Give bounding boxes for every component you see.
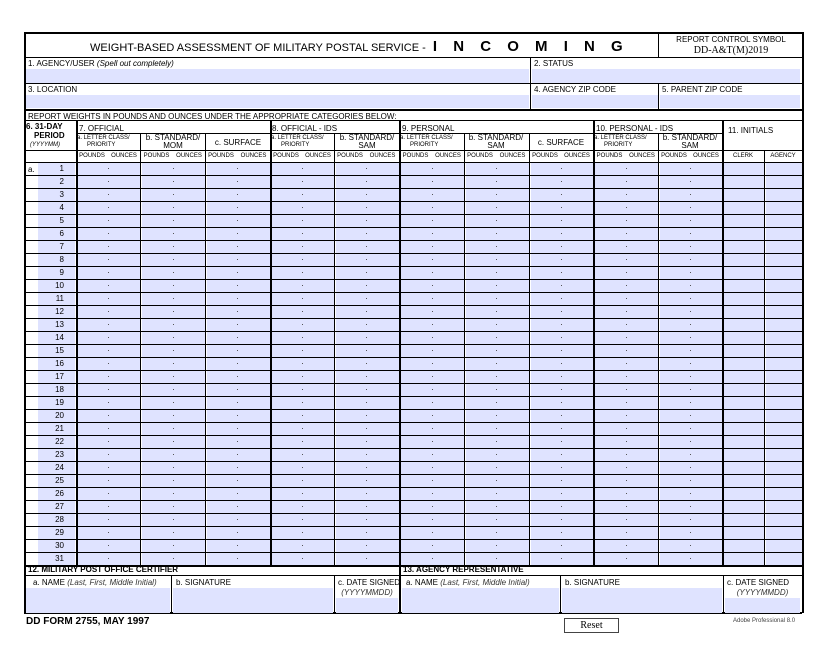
pounds-header: POUNDS [208, 153, 234, 159]
official-surface-sub: c. SURFACE [214, 138, 262, 147]
row-number: 17 [55, 372, 64, 381]
row-number: 7 [59, 242, 64, 251]
group-divider [722, 120, 724, 565]
pounds-header: POUNDS [596, 153, 623, 159]
personal-ids-standard-sub: b. STANDARD/ SAM [662, 133, 718, 150]
form-number: DD FORM 2755, MAY 1997 [26, 616, 150, 627]
row-line [24, 201, 802, 202]
group-divider [270, 120, 272, 565]
row1-bottom [24, 83, 802, 84]
pounds-header: POUNDS [661, 153, 687, 159]
row-line [24, 292, 802, 293]
row-line [24, 305, 802, 306]
official-ids-standard-sub: b. STANDARD/ SAM [339, 133, 395, 150]
row-number: 11 [55, 294, 64, 303]
row-line [24, 552, 802, 553]
reset-button[interactable]: Reset [564, 618, 619, 633]
row-number: 31 [55, 554, 64, 563]
title-bottom [24, 57, 802, 58]
row-line [24, 318, 802, 319]
period-label-2: PERIOD [34, 131, 65, 140]
row-line [24, 370, 802, 371]
control-symbol-label: REPORT CONTROL SYMBOL [676, 35, 786, 44]
certifier-sig-divider [171, 575, 172, 612]
group-official-label: 7. OFFICIAL [79, 124, 124, 133]
row-number: 21 [55, 424, 64, 433]
certifier-date-field[interactable] [336, 598, 398, 613]
form-title-emphasis: I N C O M I N G [432, 38, 629, 55]
certifier-date-label: c. DATE SIGNED [338, 578, 401, 587]
row-line [24, 175, 802, 176]
representative-name-label: a. NAME (Last, First, Middle Initial) [406, 578, 530, 587]
row-number: 27 [55, 502, 64, 511]
ounces-header: OUNCES [564, 153, 590, 159]
row-line [24, 253, 802, 254]
instructions-bottom [24, 120, 802, 121]
period-format: (YYYYMM) [30, 142, 60, 148]
representative-name-field[interactable] [402, 588, 559, 613]
personal-ids-letter-sub: a. LETTER CLASS/ PRIORITY [594, 135, 647, 148]
zip-divider [658, 83, 659, 109]
row-number: 2 [59, 177, 64, 186]
control-symbol-value: DD-A&T(M)2019 [693, 45, 769, 56]
representative-section-label: 13. AGENCY REPRESENTATIVE [403, 565, 524, 574]
frame-right [802, 32, 804, 613]
personal-standard-sub: b. STANDARD/ SAM [468, 133, 524, 150]
ounces-header: OUNCES [629, 153, 655, 159]
ounces-header: OUNCES [305, 153, 331, 159]
row-line [24, 344, 802, 345]
ounces-header: OUNCES [240, 153, 267, 159]
location-label: 3. LOCATION [28, 85, 78, 94]
agency-header: AGENCY [770, 153, 796, 159]
ounces-header: OUNCES [499, 153, 526, 159]
row-number: 9 [59, 268, 64, 277]
row-number: 16 [55, 359, 64, 368]
personal-letter-sub: a. LETTER CLASS/ PRIORITY [400, 135, 453, 148]
row-number: 26 [55, 489, 64, 498]
pounds-header: POUNDS [467, 153, 493, 159]
row-number: 4 [59, 203, 64, 212]
row-number: 3 [59, 190, 64, 199]
row-line [24, 500, 802, 501]
personal-surface-sub: c. SURFACE [537, 138, 585, 147]
row-number: 29 [55, 528, 64, 537]
row-number: 13 [55, 320, 64, 329]
representative-date-hint: (YYYYMMDD) [736, 588, 789, 597]
representative-date-label: c. DATE SIGNED [727, 578, 790, 587]
group-divider [593, 120, 595, 565]
clerk-header: CLERK [732, 153, 753, 159]
row-line [24, 240, 802, 241]
row-line [24, 396, 802, 397]
row-number: 24 [55, 463, 64, 472]
row-line [24, 513, 802, 514]
row-number: 15 [55, 346, 64, 355]
group-initials-label: 11. INITIALS [728, 126, 774, 135]
row-number: 10 [55, 281, 64, 290]
group-personal-ids-label: 10. PERSONAL - IDS [596, 124, 674, 133]
row-number: 18 [55, 385, 64, 394]
frame-top [24, 32, 802, 34]
certifier-date-hint: (YYYYMMDD) [341, 588, 393, 597]
row-line [24, 331, 802, 332]
row-number: 25 [55, 476, 64, 485]
representative-date-field[interactable] [725, 598, 800, 613]
certifier-date-divider [334, 575, 335, 612]
period-row-prefix: a. [28, 165, 35, 174]
row-line [24, 279, 802, 280]
representative-signature-label: b. SIGNATURE [565, 578, 620, 587]
certifier-name-label: a. NAME (Last, First, Middle Initial) [33, 578, 157, 587]
certifier-name-field[interactable] [26, 588, 170, 613]
rep-date-divider [723, 575, 724, 612]
row-line [24, 214, 802, 215]
row-line [24, 539, 802, 540]
row-line [24, 435, 802, 436]
row-number: 23 [55, 450, 64, 459]
official-standard-sub: b. STANDARD/ MOM [145, 133, 201, 150]
row-number: 14 [55, 333, 64, 342]
row-line [24, 188, 802, 189]
ounces-header: OUNCES [693, 153, 719, 159]
form-title-prefix: WEIGHT-BASED ASSESSMENT OF MILITARY POSTAL SERVICE - [90, 42, 426, 54]
header-bottom [24, 109, 802, 111]
row-number: 12 [55, 307, 64, 316]
row-line [24, 448, 802, 449]
row-line [24, 227, 802, 228]
certifier-signature-label: b. SIGNATURE [176, 578, 231, 587]
period-label: 6. 31-DAY [26, 122, 63, 131]
row-line [24, 266, 802, 267]
row-line [24, 487, 802, 488]
row-line [24, 357, 802, 358]
rep-sig-divider [560, 575, 561, 612]
row-number: 1 [59, 164, 64, 173]
row-number: 28 [55, 515, 64, 524]
row-line [24, 383, 802, 384]
ounces-header: OUNCES [435, 153, 461, 159]
representative-signature-field[interactable] [562, 588, 722, 613]
pounds-header: POUNDS [402, 153, 429, 159]
software-label: Adobe Professional 8.0 [733, 618, 796, 624]
row-number: 20 [55, 411, 64, 420]
instructions-text: REPORT WEIGHTS IN POUNDS AND OUNCES UNDER THE APPROPRIATE CATEGORIES BELOW: [28, 112, 397, 121]
official-letter-sub: a. LETTER CLASS/ PRIORITY [77, 135, 130, 148]
row-line [24, 474, 802, 475]
group-divider [76, 120, 78, 565]
row-line [24, 409, 802, 410]
agency-zip-label: 4. AGENCY ZIP CODE [534, 85, 616, 94]
pounds-header: POUNDS [79, 153, 105, 159]
pounds-header: POUNDS [532, 153, 558, 159]
ounces-header: OUNCES [111, 153, 137, 159]
certifier-signature-field[interactable] [173, 588, 333, 613]
row-number: 30 [55, 541, 64, 550]
row-number: 22 [55, 437, 64, 446]
ounces-header: OUNCES [176, 153, 202, 159]
row-line [24, 461, 802, 462]
parent-zip-label: 5. PARENT ZIP CODE [662, 85, 743, 94]
pounds-header: POUNDS [273, 153, 299, 159]
group-personal-label: 9. PERSONAL [402, 124, 455, 133]
row-line [24, 526, 802, 527]
agency-user-label: 1. AGENCY/USER (Spell out completely) [28, 59, 174, 68]
row-number: 8 [59, 255, 64, 264]
row-number: 6 [59, 229, 64, 238]
group-official-ids-label: 8. OFFICIAL - IDS [272, 124, 338, 133]
official-ids-letter-sub: a. LETTER CLASS/ PRIORITY [271, 135, 324, 148]
row-line [24, 422, 802, 423]
certifier-section-label: 12. MILITARY POST OFFICE CERTIFIER [28, 565, 179, 574]
ounces-header: OUNCES [369, 153, 396, 159]
group-divider [399, 120, 401, 565]
status-label: 2. STATUS [534, 59, 574, 68]
section-label-bottom [24, 575, 802, 576]
row-number: 5 [59, 216, 64, 225]
title-divider [658, 32, 659, 57]
pounds-header: POUNDS [143, 153, 170, 159]
pounds-header: POUNDS [337, 153, 363, 159]
section-divider [399, 565, 401, 612]
row-number: 19 [55, 398, 64, 407]
